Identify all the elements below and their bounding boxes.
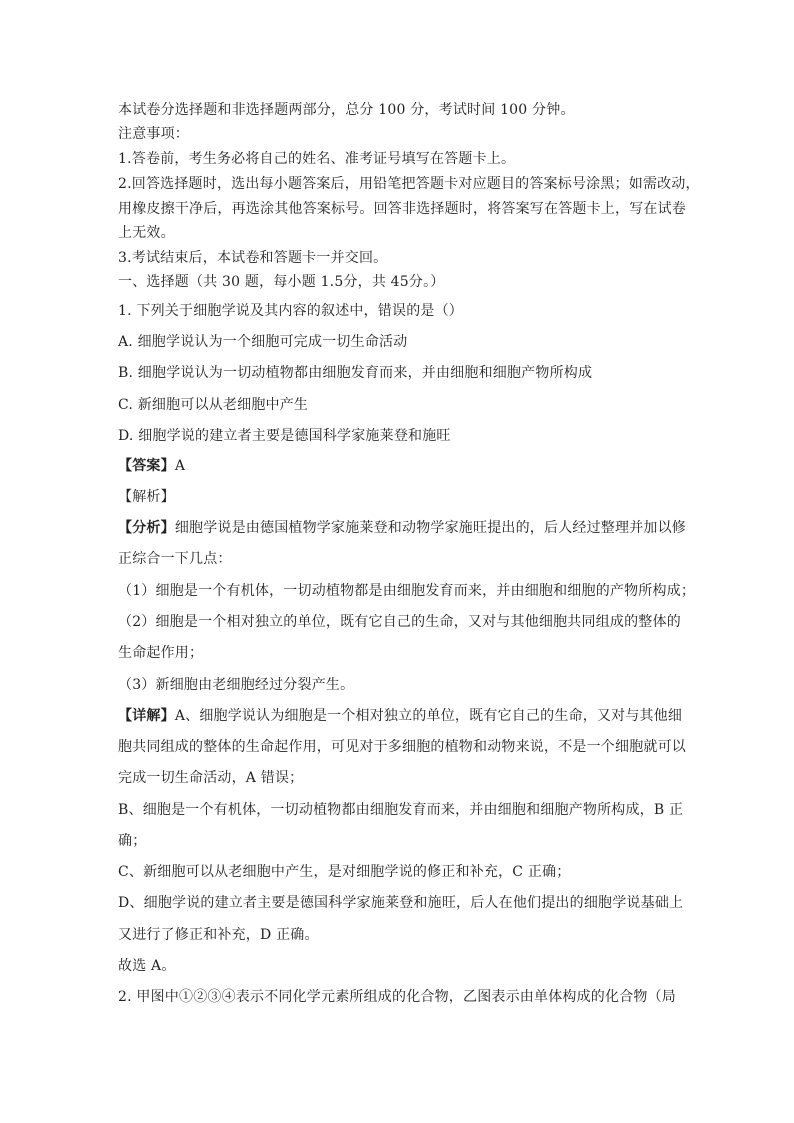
question-1-option-c: C. 新细胞可以从老细胞中产生 bbox=[118, 397, 309, 413]
conclusion: 故选 A。 bbox=[118, 958, 176, 974]
analysis-point-2-line-2: 生命起作用； bbox=[118, 645, 204, 661]
analysis-tag: 【解析】 bbox=[118, 489, 175, 505]
analysis-line-2: 正综合一下几点： bbox=[118, 551, 232, 567]
section-title: 一、选择题（共 30 题，每小题 1.5分，共 45分。） bbox=[118, 274, 445, 290]
analysis-point-3: （3）新细胞由老细胞经过分裂产生。 bbox=[118, 677, 355, 693]
notice-item-2-line-2: 用橡皮擦干净后，再选涂其他答案标号。回答非选择题时，将答案写在答题卡上，写在试卷 bbox=[118, 201, 686, 217]
detail-c: C、新细胞可以从老细胞中产生，是对细胞学说的修正和补充，C 正确； bbox=[118, 864, 571, 880]
detail-d-line-2: 又进行了修正和补充，D 正确。 bbox=[118, 927, 319, 943]
notice-item-3: 3.考试结束后，本试卷和答题卡一并交回。 bbox=[118, 250, 388, 266]
question-1-option-b: B. 细胞学说认为一切动植物都由细胞发育而来，并由细胞和细胞产物所构成 bbox=[118, 365, 593, 381]
question-1-option-d: D. 细胞学说的建立者主要是德国科学家施莱登和施旺 bbox=[118, 428, 451, 444]
notice-item-2-line-3: 上无效。 bbox=[118, 225, 175, 241]
analysis-point-2-line-1: （2）细胞是一个相对独立的单位，既有它自己的生命，又对与其他细胞共同组成的整体的 bbox=[118, 614, 681, 630]
notice-item-1: 1.答卷前，考生务必将自己的姓名、准考证号填写在答题卡上。 bbox=[118, 151, 516, 167]
notice-title: 注意事项： bbox=[118, 126, 189, 142]
answer-tag: 【答案】 bbox=[118, 458, 175, 474]
analysis-line-1 bbox=[118, 519, 687, 537]
detail-b-line-2: 确； bbox=[118, 833, 147, 849]
notice-item-2-line-1: 2.回答选择题时，选出每小题答案后，用铅笔把答题卡对应题目的答案标号涂黑；如需改动， bbox=[118, 176, 700, 192]
answer-line bbox=[118, 457, 678, 475]
detail-a-text: A、细胞学说认为细胞是一个相对独立的单位，既有它自己的生命，又对与其他细 bbox=[174, 708, 683, 724]
detail-b-line-1: B、细胞是一个有机体，一切动植物都由细胞发育而来，并由细胞和细胞产物所构成，B 正 bbox=[118, 802, 684, 818]
question-1-stem: 1. 下列关于细胞学说及其内容的叙述中，错误的是（） bbox=[118, 303, 464, 319]
question-1-option-a: A. 细胞学说认为一个细胞可完成一切生命活动 bbox=[118, 334, 408, 350]
exam-info-line: 本试卷分选择题和非选择题两部分，总分 100 分，考试时间 100 分钟。 bbox=[118, 102, 575, 118]
detail-a-line-2: 胞共同组成的整体的生命起作用，可见对于多细胞的植物和动物来说，不是一个细胞就可以 bbox=[118, 739, 686, 755]
answer-value: A bbox=[174, 458, 186, 474]
fenxi-text: 细胞学说是由德国植物学家施莱登和动物学家施旺提出的，后人经过整理并加以修 bbox=[174, 520, 687, 536]
detail-a-line-1 bbox=[118, 707, 683, 725]
detail-a-line-3: 完成一切生命活动，A 错误； bbox=[118, 770, 304, 786]
question-2-stem: 2. 甲图中①②③④表示不同化学元素所组成的化合物，乙图表示由单体构成的化合物（局 bbox=[118, 989, 677, 1005]
xiangjie-tag: 【详解】 bbox=[118, 708, 175, 724]
analysis-point-1: （1）细胞是一个有机体，一切动植物都是由细胞发育而来，并由细胞和细胞的产物所构成； bbox=[118, 583, 696, 599]
fenxi-tag: 【分析】 bbox=[118, 520, 175, 536]
detail-d-line-1: D、细胞学说的建立者主要是德国科学家施莱登和施旺，后人在他们提出的细胞学说基础上 bbox=[118, 895, 684, 911]
